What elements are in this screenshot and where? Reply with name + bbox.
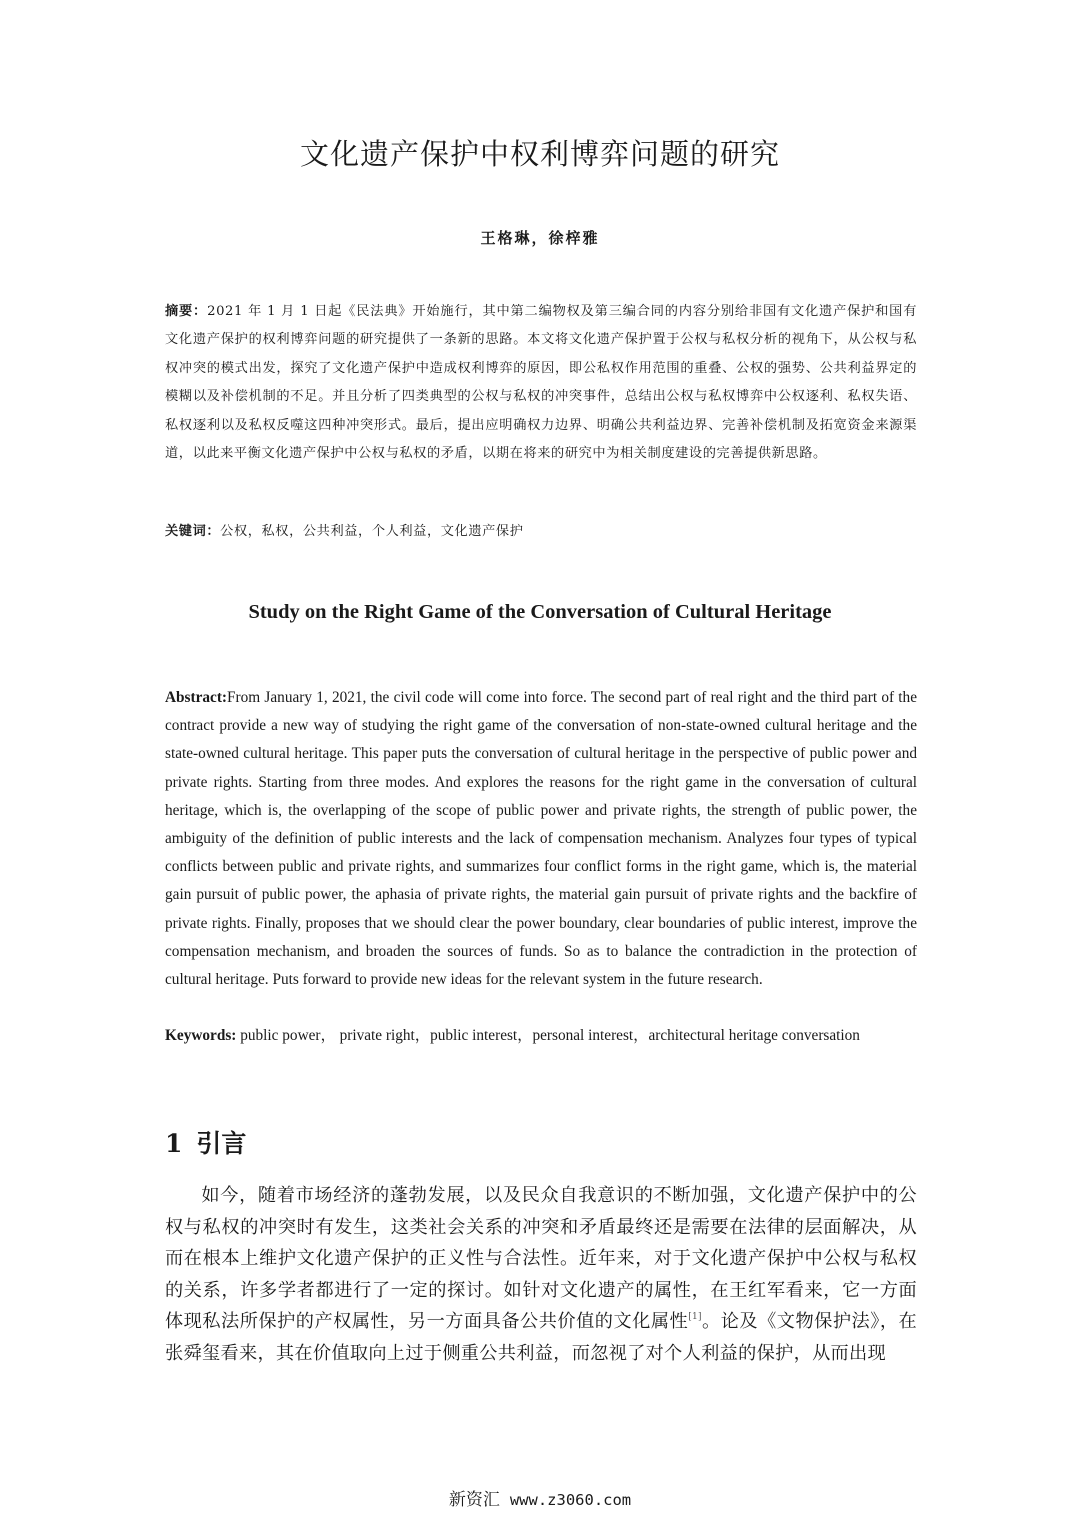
abstract-english-text: From January 1, 2021, the civil code will come into force. The second part of real right and the third part of the contract provide a new way of studying the right game of the conversation of non-state-owned cultural heritage and the state-owned cultural heritage. This paper puts the conversation of cultural heritage in the perspective of public power and private rights. Starting from three modes. And explores the reasons for the right game in the conversation of cultural heritage, which is, the overlapping of the scope of public power and private rights, the strength of public power, the ambiguity of the definition of public interests and the lack of compensation mechanism. Analyzes four types of typical conflicts between public and private rights, and summarizes four conflict forms in the right game, which is, the material gain pursuit of public power, the aphasia of private rights, the material gain pursuit of private rights and the backfire of private rights. Finally, proposes that we should clear the power boundary, clear boundaries of public interest, improve the compensation mechanism, and broaden the sources of funds. So as to balance the contradiction in the protection of cultural heritage. Puts forward to provide new ideas for the relevant system in the future research. <box>165 689 917 989</box>
footer-site-name: 新资汇 <box>448 1490 500 1510</box>
abstract-chinese-text: 2021 年 1 月 1 日起《民法典》开始施行，其中第二编物权及第三编合同的内容分别给非国有文化遗产保护和国有文化遗产保护的权利博弈问题的研究提供了一条新的思路。本文将文化遗产保护置于公权与私权分析的视角下，从公权与私权冲突的模式出发，探究了文化遗产保护中造成权利博弈的原因，即公私权作用范围的重叠、公权的强势、公共利益界定的模糊以及补偿机制的不足。并且分析了四类典型的公权与私权的冲突事件，总结出公权与私权博弈中公权逐利、私权失语、私权逐利以及私权反噬这四种冲突形式。最后，提出应明确权力边界、明确公共利益边界、完善补偿机制及拓宽资金来源渠道，以此来平衡文化遗产保护中公权与私权的矛盾，以期在将来的研究中为相关制度建设的完善提供新思路。 <box>165 304 917 462</box>
section-number: 1 <box>165 1129 183 1158</box>
author-list: 王格琳，徐梓雅 <box>480 229 600 247</box>
footer-url[interactable]: www.z3060.com <box>509 1491 632 1509</box>
keywords-chinese <box>165 520 917 544</box>
abstract-english <box>165 684 917 994</box>
keywords-english-text: public power， private right，public interest，personal interest，architectural heritage conversation <box>236 1027 860 1044</box>
english-title: Study on the Right Game of the Conversation of Cultural Heritage <box>248 601 832 623</box>
body-paragraph <box>165 1180 917 1370</box>
keywords-english-label: Keywords: <box>165 1027 237 1044</box>
section-heading-introduction <box>165 1124 260 1160</box>
page-footer <box>0 1485 1080 1510</box>
body-text-part2: 。论及《文物保护法》，在张舜玺看来，其在价值取向上过于侧重公共利益，而忽视了对个人利益的保护，从而出现 <box>165 1311 917 1364</box>
citation-reference[interactable]: [1] <box>688 1312 702 1323</box>
abstract-english-label: Abstract: <box>165 689 228 706</box>
abstract-chinese <box>165 298 917 468</box>
body-text-part1: 如今，随着市场经济的蓬勃发展，以及民众自我意识的不断加强，文化遗产保护中的公权与私权的冲突时有发生，这类社会关系的冲突和矛盾最终还是需要在法律的层面解决，从而在根本上维护文化遗产保护的正义性与合法性。近年来，对于文化遗产保护中公权与私权的关系，许多学者都进行了一定的探讨。如针对文化遗产的属性，在王红军看来，它一方面体现私法所保护的产权属性，另一方面具备公共价值的文化属性 <box>165 1185 917 1333</box>
abstract-chinese-label: 摘要： <box>165 304 208 319</box>
section-title: 引言 <box>196 1129 247 1158</box>
keywords-english <box>165 1023 925 1049</box>
keywords-chinese-label: 关键词： <box>165 524 221 539</box>
paper-title: 文化遗产保护中权利博弈问题的研究 <box>299 137 780 171</box>
keywords-chinese-text: 公权，私权，公共利益，个人利益，文化遗产保护 <box>220 524 524 539</box>
